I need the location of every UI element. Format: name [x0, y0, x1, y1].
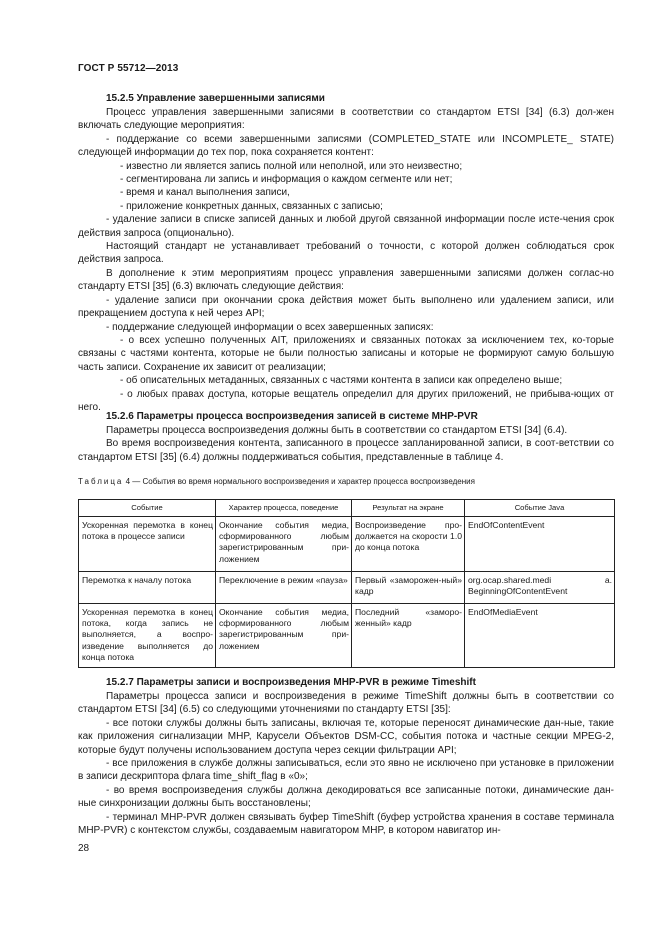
section-heading-15-2-5: 15.2.5 Управление завершенными записями	[106, 93, 325, 104]
sub-list-item: - известно ли является запись полной или неполной, или это неизвестно;	[120, 160, 463, 172]
table-cell: org.ocap.shared.medi a. BeginningOfContentEvent	[465, 572, 615, 604]
table-cell: Воспроизведение про-должается на скорости 1.0 до конца потока	[352, 517, 465, 572]
table-cell: Окончание события медиа, сформированного любым зарегистрированным при-ложением	[216, 604, 352, 668]
page-number: 28	[78, 843, 90, 854]
list-item: - поддержание со всеми завершенными записями (COMPLETED_STATE или INCOMPLETE_ STATE) следующей информации до тех пор, пока сохраняется контент:	[78, 133, 614, 159]
table-caption-text: 4 — События во время нормального воспроизведения и характер процесса воспроизведения	[123, 477, 475, 486]
table-header-row	[79, 500, 615, 517]
table-cell: Переключение в режим «пауза»	[216, 572, 352, 604]
list-item: - удаление записи при окончании срока действия может быть выполнено или удалением записи, или прекращением доступа к ней через API;	[78, 294, 614, 320]
sub-list-item: - сегментирована ли запись и информация о каждом сегменте или нет;	[120, 174, 453, 186]
table-cell: Перемотка к началу потока	[79, 572, 216, 604]
paragraph: Процесс управления завершенными записями в соответствии со стандартом ETSI [34] (6.3) дол-жен включать следующие мероприятия:	[78, 107, 614, 132]
list-item: - поддержание следующей информации о всех завершенных записях:	[106, 321, 434, 333]
document-header: ГОСТ Р 55712—2013	[78, 63, 179, 74]
paragraph: Параметры процесса записи и воспроизведения в режиме TimeShift должны быть в соответствии со стандартом ETSI [34] (6.5) со следующими уточнениями по стандарту ETSI [35]:	[78, 691, 614, 716]
paragraph: Настоящий стандарт не устанавливает требований о точности, с которой должен соблюдаться срок действия запроса.	[78, 241, 614, 266]
table-row	[79, 572, 615, 604]
table-cell: Ускоренная перемотка в конец потока, когда запись не выполняется, а воспро-изведение выполняется до конца потока	[79, 604, 216, 668]
section-heading-15-2-6: 15.2.6 Параметры процесса воспроизведения записей в системе MHP-PVR	[106, 411, 478, 422]
sub-list-item: - об описательных метаданных, связанных с частями контента в записи как определено выше;	[120, 375, 563, 387]
column-header: Событие	[79, 500, 216, 517]
section-heading-15-2-7: 15.2.7 Параметры записи и воспроизведения MHP-PVR в режиме Timeshift	[106, 677, 476, 688]
paragraph: В дополнение к этим мероприятиям процесс управления завершенными записями должен соглас-но стандарту ETSI [35] (6.3) включать следующие действия:	[78, 267, 614, 293]
list-item: - терминал MHP-PVR должен связывать буфер TimeShift (буфер устройства хранения в составе терминала MHP-PVR) с контекстом службы, создаваемым навигатором MHP, в котором навигатор ин-	[78, 811, 614, 837]
table-row	[79, 517, 615, 572]
table-caption-label: Таблица	[78, 477, 124, 486]
sub-list-item: - о любых правах доступа, которые вещатель определил для других приложений, не прибыва-ющих от него.	[78, 388, 614, 413]
events-table	[78, 499, 615, 668]
list-item: - все приложения в службе должны записываться, если это явно не исключено при установке в приложении в записи дескриптора флага time_shift_flag в «0»;	[78, 758, 614, 783]
table-cell: Последний «заморо-женный» кадр	[352, 604, 465, 668]
sub-list-item: - время и канал выполнения записи,	[120, 187, 290, 199]
table-row	[79, 604, 615, 668]
table-cell: Окончание события медиа, сформированного любым зарегистрированным при-ложением	[216, 517, 352, 572]
list-item: - удаление записи в списке записей данных и любой другой связанной информации после исте-чения срок действия запроса (опционально).	[78, 214, 614, 239]
sub-list-item: - о всех успешно полученных AIT, приложениях и связанных потоках за исключением тех, ко-торые связаны с частями контента, которые не были полностью записаны и которые не формируют самую большую часть записи. Сохранение их зависит от реализации;	[78, 334, 614, 373]
column-header: Результат на экране	[352, 500, 465, 517]
section-body-15-2-7	[78, 690, 614, 837]
paragraph: Во время воспроизведения контента, записанного в процессе запланированной записи, в соот-ветствии со стандартом ETSI [35] (6.4) должны поддерживаться события, представленные в таблице 4.	[78, 438, 614, 463]
column-header: Событие Java	[465, 500, 615, 517]
list-item: - во время воспроизведения службы должна декодироваться все записанные потоки, динамические дан-ные синхронизации должны быть восстановлены;	[78, 784, 614, 810]
table-cell: EndOfContentEvent	[465, 517, 615, 572]
sub-list-item: - приложение конкретных данных, связанных с записью;	[120, 200, 383, 212]
table-caption	[78, 477, 475, 486]
section-body-15-2-6	[78, 424, 614, 464]
list-item: - все потоки службы должны быть записаны, включая те, которые переносят динамические дан-ные, такие как приложения сигнализации MHP, Карусели Объектов DSM-CC, события потока и частные секции MPEG-2, которые будут получены использованием доступа через секции фильтрации API;	[78, 717, 614, 756]
column-header: Характер процесса, поведение	[216, 500, 352, 517]
table-cell: EndOfMediaEvent	[465, 604, 615, 668]
section-body-15-2-5	[78, 106, 614, 414]
paragraph: Параметры процесса воспроизведения должны быть в соответствии со стандартом ETSI [34] (6.4).	[106, 425, 568, 436]
table-cell: Первый «заморожен-ный» кадр	[352, 572, 465, 604]
table-cell: Ускоренная перемотка в конец потока в процессе записи	[79, 517, 216, 572]
